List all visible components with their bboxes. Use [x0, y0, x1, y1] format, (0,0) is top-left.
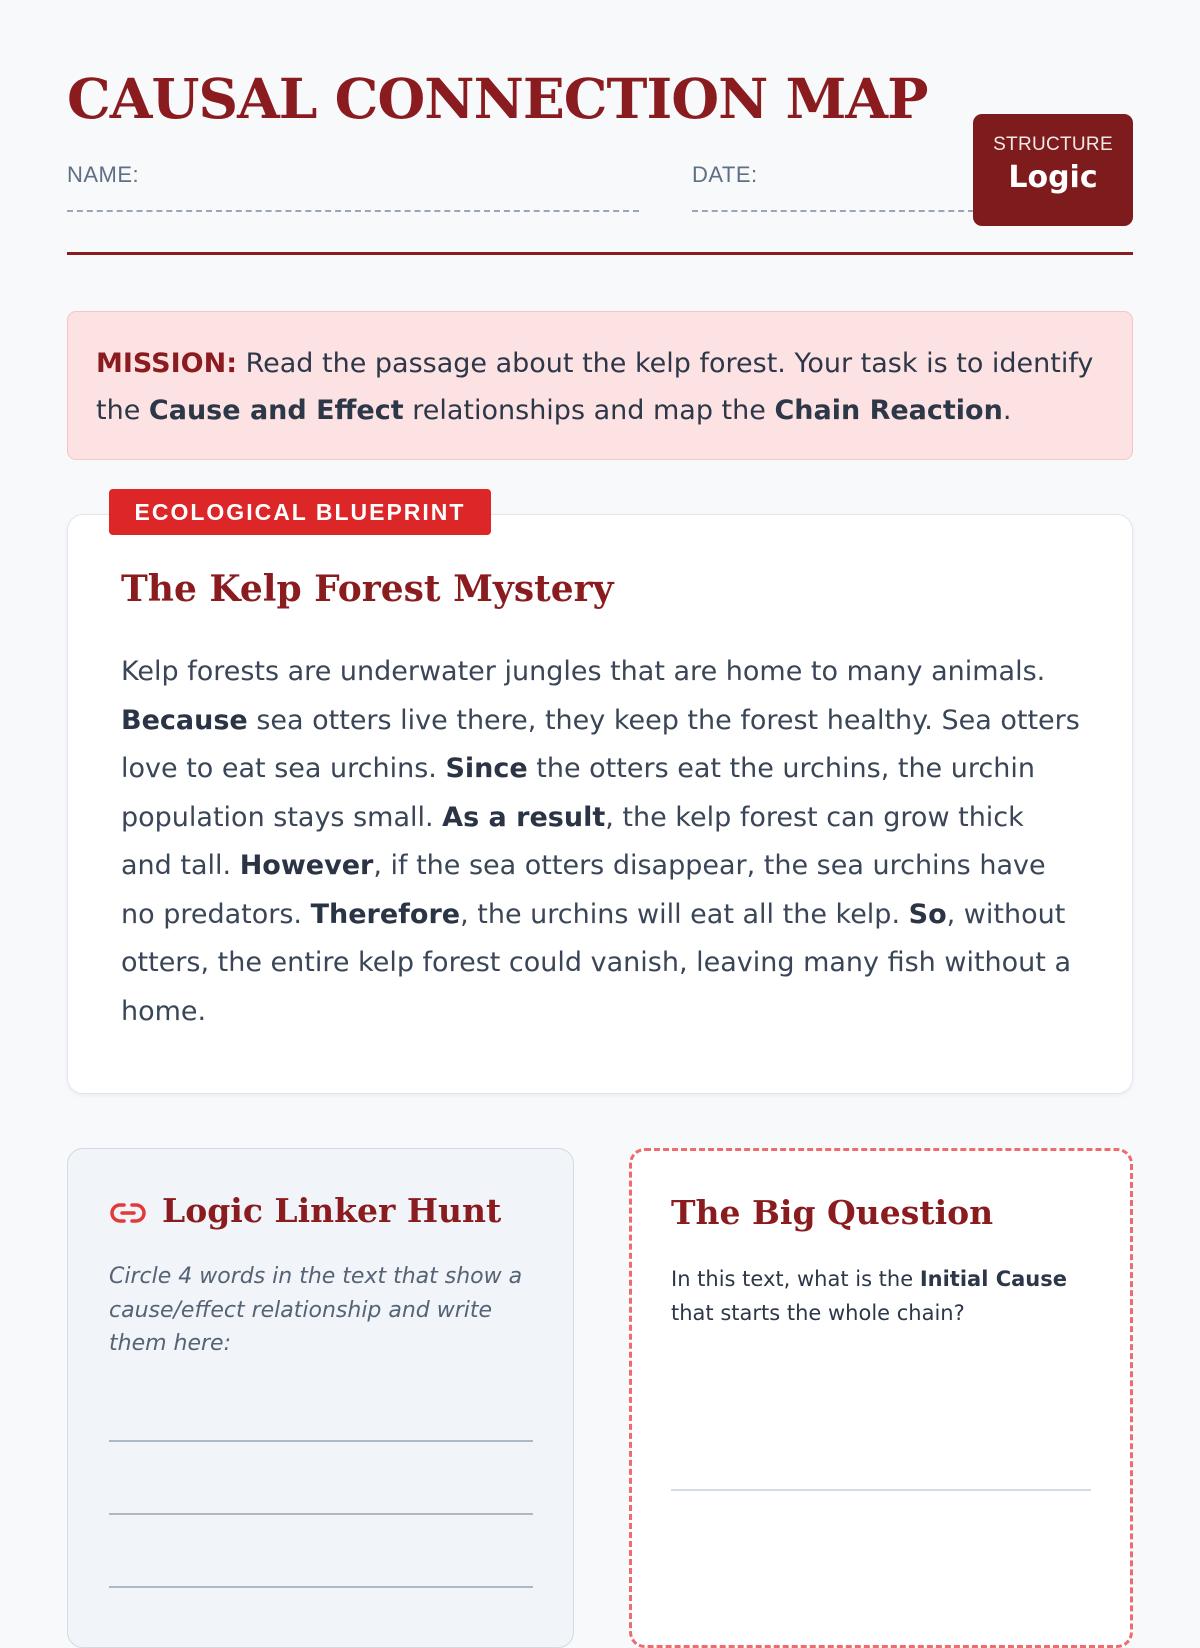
- passage-linker-word: As a result: [442, 801, 606, 833]
- name-label: NAME:: [67, 162, 140, 187]
- badge-value: Logic: [1008, 160, 1098, 195]
- passage-text-run: , if the sea otters disappear, the sea urchins have no predators.: [121, 850, 1046, 930]
- passage-linker-word: Therefore: [310, 898, 461, 930]
- passage-tag: ECOLOGICAL BLUEPRINT: [109, 489, 491, 535]
- link-icon: [109, 1199, 147, 1227]
- answer-line-3[interactable]: [109, 1586, 533, 1588]
- mission-bold-chain-reaction: Chain Reaction: [774, 395, 1003, 426]
- badge-caption: STRUCTURE: [993, 134, 1113, 155]
- name-field[interactable]: [67, 210, 639, 212]
- answer-line-1[interactable]: [109, 1440, 533, 1442]
- question-text-part: that starts the whole chain?: [671, 1300, 965, 1325]
- passage-text: [121, 648, 1081, 1036]
- passage-text-run: , the kelp forest can grow thick and tall.: [121, 801, 1024, 881]
- question-text-part: In this text, what is the: [671, 1267, 920, 1291]
- linker-hunt-title: Logic Linker Hunt: [162, 1191, 502, 1230]
- passage-linker-word: So: [908, 898, 947, 930]
- question-bold-initial-cause: Initial Cause: [919, 1267, 1067, 1291]
- structure-badge: [973, 114, 1133, 226]
- date-field[interactable]: [692, 210, 974, 212]
- big-question-title: The Big Question: [671, 1193, 994, 1232]
- passage-linker-word: However: [239, 850, 374, 881]
- page-title: CAUSAL CONNECTION MAP: [67, 66, 928, 131]
- passage-linker-word: Because: [121, 704, 248, 736]
- linker-hunt-instructions: Circle 4 words in the text that show a cause/effect relationship and write them here:: [109, 1264, 523, 1356]
- mission-bold-cause-effect: Cause and Effect: [148, 395, 404, 426]
- mission-text: Read the passage about the kelp forest. Your task is to identify the: [96, 348, 1094, 426]
- passage-text-run: Kelp forests are underwater jungles that are home to many animals.: [121, 656, 1046, 687]
- big-question-text: [671, 1263, 1091, 1330]
- passage-title: The Kelp Forest Mystery: [121, 568, 614, 610]
- passage-text-run: , without otters, the entire kelp forest could vanish, leaving many fish without a home.: [121, 898, 1071, 1027]
- passage-text-run: , the urchins will eat all the kelp.: [460, 898, 909, 930]
- mission-text: relationships and map the: [403, 395, 775, 426]
- mission-label: MISSION:: [96, 348, 237, 379]
- worksheet-page: [67, 0, 1133, 1600]
- answer-line-2[interactable]: [109, 1513, 533, 1515]
- mission-text: .: [1002, 395, 1012, 426]
- header-divider: [67, 252, 1133, 255]
- mission-box: [67, 311, 1133, 460]
- passage-text-run: sea otters live there, they keep the forest healthy. Sea otters love to eat sea urchins.: [121, 704, 1080, 784]
- date-label: DATE:: [692, 162, 758, 187]
- big-question-answer-line[interactable]: [671, 1489, 1091, 1491]
- passage-text-run: the otters eat the urchins, the urchin population stays small.: [121, 753, 1035, 833]
- passage-linker-word: Since: [445, 753, 528, 784]
